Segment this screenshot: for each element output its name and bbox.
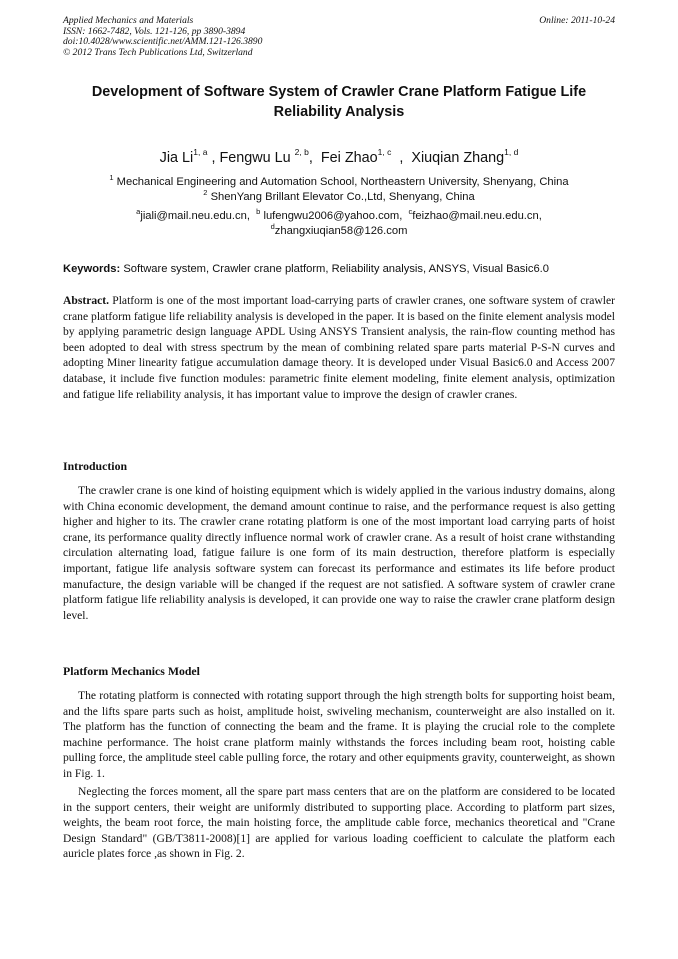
email-c: feizhao@mail.neu.edu.cn, [412, 210, 542, 222]
journal-name: Applied Mechanics and Materials [63, 15, 194, 26]
affiliation-sup: 2 [203, 188, 208, 197]
section-heading-platform-mechanics-model: Platform Mechanics Model [63, 664, 200, 678]
author-name: Xiuqian Zhang [411, 150, 505, 166]
abstract [63, 293, 615, 402]
email-list [40, 209, 638, 239]
online-date: Online: 2011-10-24 [539, 15, 615, 26]
affiliation-sup: 1 [109, 173, 114, 182]
keywords-text: Software system, Crawler crane platform, Reliability analysis, ANSYS, Visual Basic6.0 [123, 263, 550, 275]
title-line-1: Development of Software System of Crawler Crane Platform Fatigue Life [91, 84, 587, 100]
author-sup: 1, a [193, 147, 208, 157]
platform-paragraph-2: Neglecting the forces moment, all the spare part mass centers that are on the platform are considered to be located in the support centers, their weight are uniformly distributed to supporting place. According to platform part sizes, weights, the beam root force, the main hoisting force, the amplitude cable force, mechanics theoretical and "Crane Design Standard" (GB/T3811-2008)[1] are applied for various loading coefficient to calculate the platform each auricle plates force ,as shown in Fig. 2. [63, 785, 615, 861]
email-sup: b [256, 207, 261, 216]
abstract-label: Abstract. [63, 294, 110, 307]
email-line-1 [40, 209, 638, 224]
affiliation-1 [40, 175, 638, 190]
title-line-2: Reliability Analysis [273, 104, 405, 120]
email-d: zhangxiuqian58@126.com [274, 225, 408, 237]
author-name: Fei Zhao [320, 150, 378, 166]
author-sup: 1, d [504, 147, 519, 157]
section-heading-introduction: Introduction [63, 459, 128, 473]
email-sup: d [270, 222, 275, 231]
author-sup: 2, b [294, 147, 309, 157]
email-sup: c [408, 207, 413, 216]
doi-line: doi:10.4028/www.scientific.net/AMM.121-126.3890 [63, 36, 263, 48]
author-list: Jia Li$^{1, a}$ , Fengwu Lu $^{2, b}$, Fei Zhao$^{1, c}$ , Xiuqian Zhang$^{1, d}$ [159, 147, 519, 166]
platform-paragraph-1: The rotating platform is connected with rotating support through the high strength bolts for supporting hoist beam, and the lifts spare parts such as hoist, amplitude hoist, swiveling mechanism, counterweight are also installed on it. The platform has the function of connecting the beam and the frame. It is playing the crucial role to the complete machine performance. The hoist crane platform mainly withstands the forces including beam root, hoisting cable pulling force, the amplitude steel cable pulling force, the rotary and other equipments gravity, counterweight, as shown in Fig. 1. [63, 689, 615, 780]
affiliation-text: Mechanical Engineering and Automation School, Northeastern University, Shenyang, China [116, 176, 569, 188]
affiliation-text: ShenYang Brillant Elevator Co.,Ltd, Shenyang, China [210, 191, 475, 203]
keywords-label: Keywords: [63, 263, 121, 275]
email-b: lufengwu2006@yahoo.com, [263, 210, 403, 222]
abstract-text: Platform is one of the most important load-carrying parts of crawler cranes, one software system of crawler crane platform fatigue life reliability analysis is developed in the paper. It is based on the finite element analysis model by applying parametric design language APDL Using ANSYS Transient analysis, the rain-flow counting method has been adopted to deal with stress spectrum by the mean of combining related spare parts material P-S-N curves and adopting Miner linearity fatigue accumulation damage theory. It is developed under Visual Basic6.0 and Access 2007 database, it include five function modules: parametric finite element modeling, finite element analysis, optimization and fatigue life reliability analysis, it has important value to improve the design of crawler cranes. [63, 294, 615, 401]
introduction-paragraph: The crawler crane is one kind of hoisting equipment which is widely applied in the various industry domains, along with China economic development, the demand amount continue to raise, and the performance request is also getting higher and higher to its. The crawler crane rotating platform is one of the most important load carrying parts of hoist crane, its performance quality directly influence normal work of crawler crane. As a result of hoist crane withstanding circulation alternating load, fatigue failure is one form of its main destruction, therefore platform is especially important, fatigue life analysis software system can forecast its performance and estimates its life before product manufacture, the design variable will be changed if the request are not satisfied. A software system of crawler crane platform fatigue life reliability analysis is developed, it can provide one way to raise the crawler crane platform design level. [63, 484, 615, 622]
author-sup: 1, c [377, 147, 392, 157]
copyright-line: © 2012 Trans Tech Publications Ltd, Switzerland [63, 46, 253, 58]
keywords [63, 262, 623, 276]
email-a: jiali@mail.neu.edu.cn, [140, 210, 250, 222]
affiliations [40, 175, 638, 205]
email-line-2 [40, 224, 638, 239]
email-sup: a [136, 207, 141, 216]
paper-title [50, 82, 628, 122]
issn-line: ISSN: 1662-7482, Vols. 121-126, pp 3890-3894 [63, 25, 246, 37]
journal-header [63, 16, 615, 58]
author-name: Jia Li [159, 150, 194, 166]
author-name: Fengwu Lu [219, 150, 291, 166]
affiliation-2 [40, 190, 638, 205]
